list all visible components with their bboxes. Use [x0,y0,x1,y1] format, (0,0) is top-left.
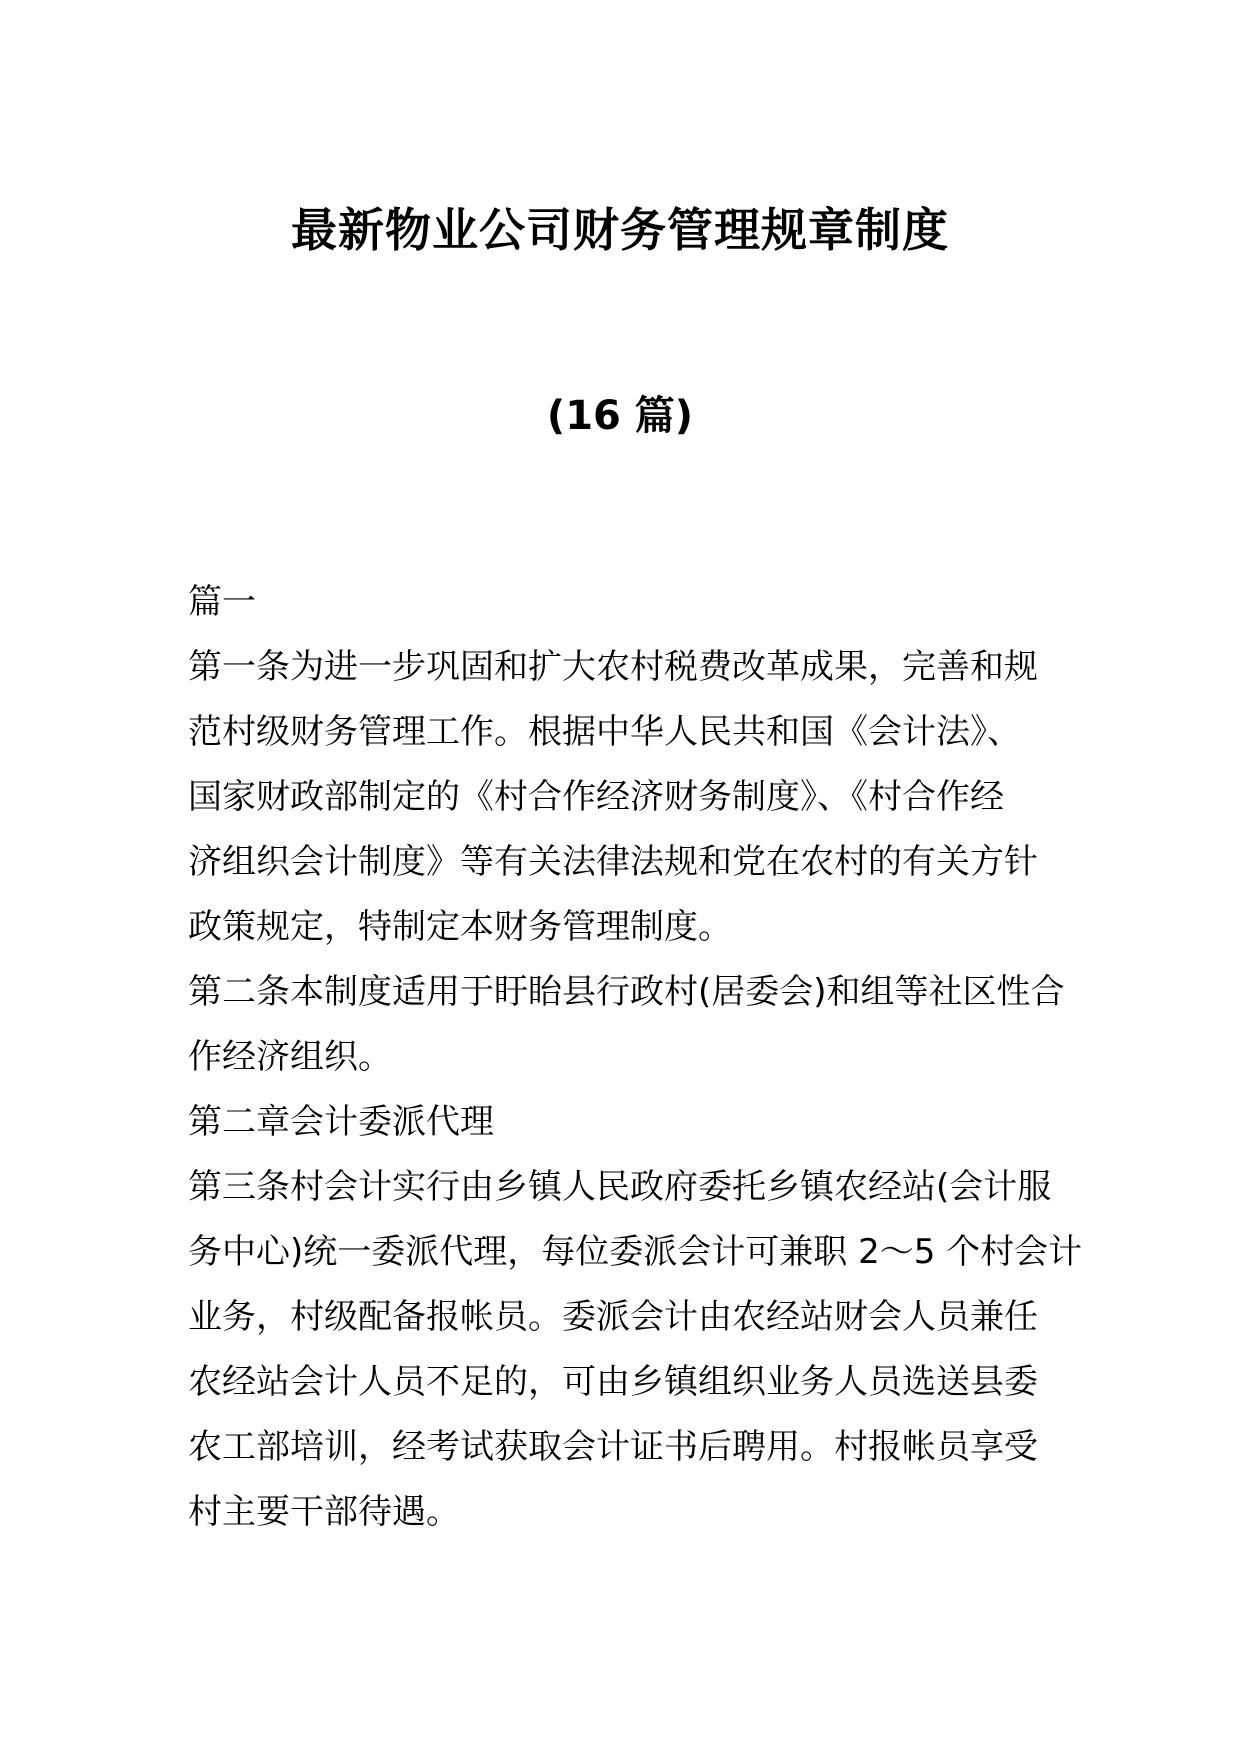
body-text-line: 第三条村会计实行由乡镇人民政府委托乡镇农经站(会计服 [188,1167,1052,1207]
body-text-line: 作经济组织。 [188,1037,392,1077]
body-text-line: 范村级财务管理工作。根据中华人民共和国《会计法》、 [188,712,1021,752]
document-subtitle: (16 篇) [546,393,694,439]
document-title: 最新物业公司财务管理规章制度 [291,203,949,257]
document-body [188,570,1083,1545]
body-text-line: 第二条本制度适用于盱眙县行政村(居委会)和组等社区性合 [188,972,1065,1012]
body-text-line: 农经站会计人员不足的，可由乡镇组织业务人员选送县委 [188,1362,1038,1402]
body-text-line: 业务，村级配备报帐员。委派会计由农经站财会人员兼任 [188,1297,1038,1337]
body-text-line: 政策规定，特制定本财务管理制度。 [188,907,732,947]
body-text-line: 济组织会计制度》等有关法律法规和党在农村的有关方针 [188,842,1038,882]
section-heading: 篇一 [188,582,256,622]
body-text-line: 村主要干部待遇。 [188,1492,460,1532]
body-text-line: 国家财政部制定的《村合作经济财务制度》、《村合作经 [188,777,1004,817]
body-text-line: 第一条为进一步巩固和扩大农村税费改革成果，完善和规 [188,647,1038,687]
chapter-heading: 第二章会计委派代理 [188,1102,494,1142]
body-text-line: 务中心)统一委派代理，每位委派会计可兼职 2～5 个村会计 [188,1232,1083,1272]
body-text-line: 农工部培训，经考试获取会计证书后聘用。村报帐员享受 [188,1427,1038,1467]
